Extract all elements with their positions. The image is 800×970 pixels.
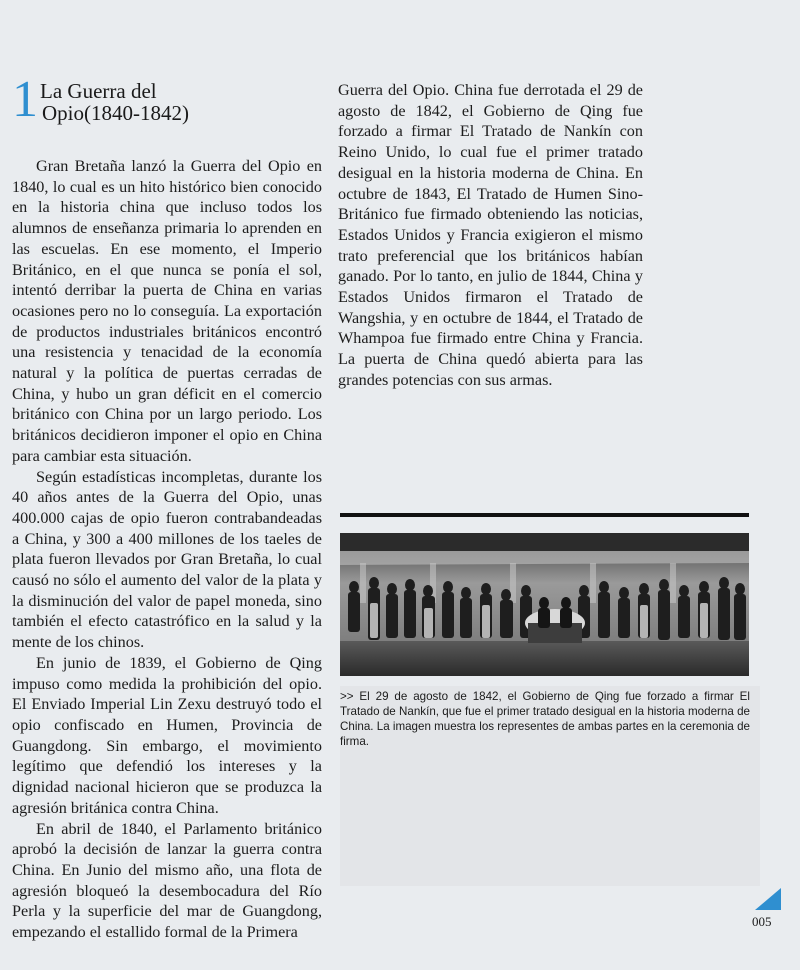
chapter-title-line-1: La Guerra del [40, 79, 157, 103]
page-number: 005 [752, 914, 772, 929]
figure-caption: >> El 29 de agosto de 1842, el Gobierno de Qing fue forzado a firmar El Tratado de Nankín, que fue el primer tratado desigual en la historia moderna de China. La imagen muestra los representes de ambas partes en la ceremonia de firma. [340, 690, 750, 748]
treaty-signing-photo [340, 533, 749, 676]
chapter-number: 1 [12, 71, 38, 128]
left-text-column [12, 156, 322, 943]
paragraph: Según estadísticas incompletas, durante los 40 años antes de la Guerra del Opio, unas 400.000 cajas de opio fueron contrabandeadas a China, y 300 a 400 millones de los taeles de plata fueron llevados por Gran Bretaña, lo cual causó no sólo el aumento del valor de la plata y la disminución del valor de papel moneda, sino también el efecto catastrófico en la salud y la mente de los chinos. [12, 467, 322, 652]
chapter-heading [12, 71, 332, 140]
paragraph: Guerra del Opio. China fue derrotada el 29 de agosto de 1842, el Gobierno de Qing fue forzado a firmar El Tratado de Nankín con Reino Unido, lo cual fue el primer tratado desigual en la historia moderna de China. En octubre de 1843, El Tratado de Humen Sino-Británico fue firmado obteniendo las noticias, Estados Unidos y Francia exigieron el mismo trato preferencial que los británicos habían ganado. Por lo tanto, en julio de 1844, China y Estados Unidos firmaron el Tratado de Wangshia, y en octubre de 1844, el Tratado de Whampoa fue firmado entre China y Francia. La puerta de China quedó abierta para las grandes potencias con sus armas. [338, 81, 643, 389]
chapter-title [40, 80, 320, 124]
figure-top-rule [340, 513, 749, 517]
paragraph: Gran Bretaña lanzó la Guerra del Opio en 1840, lo cual es un hito histórico bien conocido en la historia china que incluso todos los alumnos de enseñanza primaria lo aprenden en las escuelas. En ese momento, el Imperio Británico, en el que nunca se ponía el sol, intentó derribar la puerta de China en varias ocasiones pero no lo conseguía. La exportación de productos industriales británicos encontró una resistencia y tenacidad de la economía natural y la política de puertas cerradas de China, y hubo un gran déficit en el comercio británico con China por un largo periodo. Los británicos decidieron imponer el opio en China para cambiar esta situación. [12, 157, 322, 465]
paragraph: En abril de 1840, el Parlamento británico aprobó la decisión de lanzar la guerra contra China. En Junio del mismo año, una flota de agresión bloqueó la desembocadura del Río Perla y la superficie del mar de Guangdong, empezando el estallido formal de la Primera [12, 819, 322, 942]
paragraph: En junio de 1839, el Gobierno de Qing impuso como medida la prohibición del opio. El Enviado Imperial Lin Zexu destruyó todo el opio confiscado en Humen, Provincia de Guangdong. Sin embargo, el movimiento legítimo que defendió los intereses y la dignidad nacional hicieron que se produzca la agresión británica contra China. [12, 653, 322, 817]
chapter-title-line-2: Opio(1840-1842) [42, 101, 189, 125]
right-text-column [338, 80, 643, 391]
corner-triangle-icon [755, 888, 781, 910]
